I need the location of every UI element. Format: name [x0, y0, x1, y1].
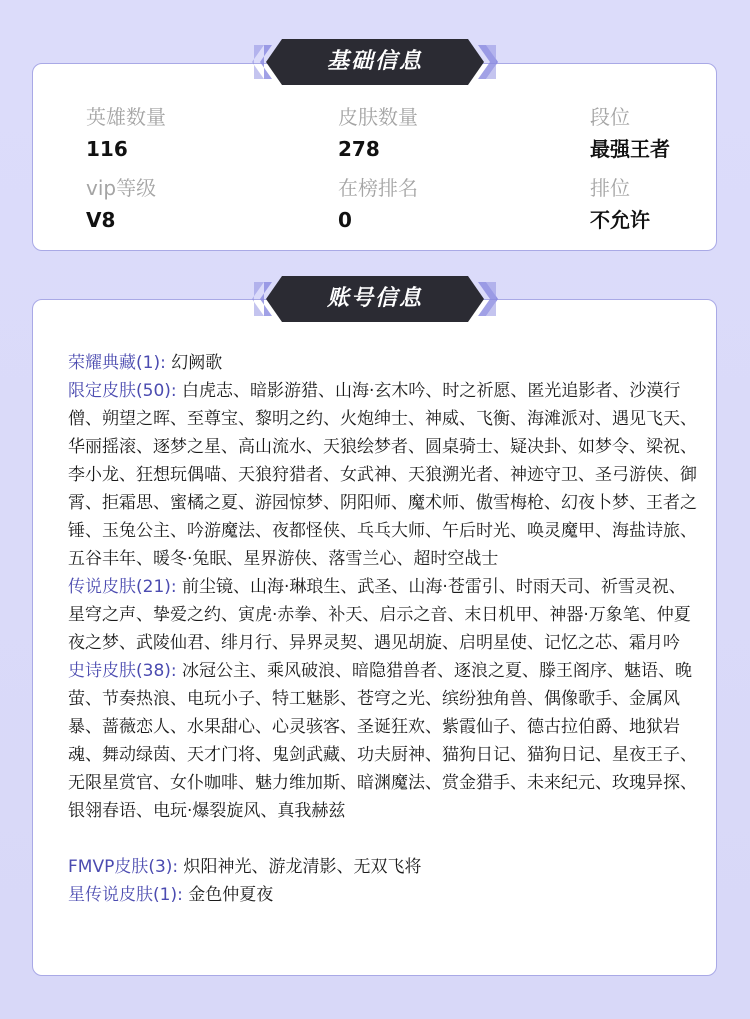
skin-category-epic — [68, 657, 698, 825]
stat-value: 116 — [86, 137, 128, 161]
category-items: 前尘镜、山海·琳琅生、武圣、山海·苍雷引、时雨天司、祈雪灵祝、星穹之声、挚爱之约、寅虎·赤拳、补天、启示之音、末日机甲、神器·万象笔、仲夏夜之梦、武陵仙君、绯月行、异界灵契、遇见胡旋、启明星使、记忆之芯、霜月吟 — [68, 577, 691, 653]
skin-category-glory — [68, 349, 698, 377]
basic-info-banner — [250, 39, 500, 85]
account-info-title: 账号信息 — [326, 286, 423, 311]
category-items: 白虎志、暗影游猎、山海·玄木吟、时之祈愿、匿光追影者、沙漠行僧、朔望之晖、至尊宝、黎明之约、火炮绅士、神威、飞衡、海滩派对、遇见飞天、华丽摇滚、逐梦之星、高山流水、天狼绘梦者、圆桌骑士、疑决卦、如梦令、梁祝、李小龙、狂想玩偶喵、天狼狩猎者、女武神、天狼溯光者、神迹守卫、圣弓游侠、御霄、拒霜思、蜜橘之夏、游园惊梦、阴阳师、魔术师、傲雪梅枪、幻夜卜梦、王者之锤、玉兔公主、吟游魔法、夜都怪侠、乓乓大师、午后时光、唤灵魔甲、海盐诗旅、五谷丰年、暖冬·兔眠、星界游侠、落雪兰心、超时空战士 — [68, 381, 697, 569]
basic-info-card — [32, 63, 717, 251]
category-items: 炽阳神光、游龙清影、无双飞将 — [183, 857, 422, 877]
stat-rank-tier — [590, 104, 750, 162]
category-label: 星传说皮肤(1): — [68, 885, 183, 905]
category-items: 冰冠公主、乘风破浪、暗隐猎兽者、逐浪之夏、滕王阁序、魅语、晚萤、节奏热浪、电玩小子、特工魅影、苍穹之光、缤纷独角兽、偶像歌手、金属风暴、蔷薇恋人、水果甜心、心灵骇客、圣诞狂欢、紫霞仙子、德古拉伯爵、地狱岩魂、舞动绿茵、天才门将、鬼剑武藏、功夫厨神、猫狗日记、猫狗日记、星夜王子、无限星赏官、女仆咖啡、魅力维加斯、暗渊魔法、赏金猎手、未来纪元、玫瑰异探、银翎春语、电玩·爆裂旋风、真我赫兹 — [68, 661, 697, 821]
basic-info-title: 基础信息 — [326, 49, 423, 74]
skin-category-fmvp — [68, 853, 698, 881]
category-items: 幻阙歌 — [171, 353, 223, 373]
stat-value: 最强王者 — [590, 137, 670, 161]
account-info-card — [32, 299, 717, 976]
stat-label: vip等级 — [86, 176, 157, 200]
stat-value: 0 — [338, 208, 352, 232]
category-label: 传说皮肤(21): — [68, 577, 177, 597]
stat-label: 英雄数量 — [86, 105, 166, 129]
category-label: 史诗皮肤(38): — [68, 661, 177, 681]
category-label: 荣耀典藏(1): — [68, 353, 166, 373]
skin-category-limited — [68, 377, 698, 573]
stat-value: V8 — [86, 208, 116, 232]
stat-label: 在榜排名 — [338, 176, 418, 200]
stat-ranked-allowed — [590, 175, 750, 233]
stat-value: 不允许 — [590, 208, 650, 232]
category-label: 限定皮肤(50): — [68, 381, 177, 401]
category-label: FMVP皮肤(3): — [68, 857, 179, 877]
stat-skin-count — [338, 104, 538, 162]
stat-label: 皮肤数量 — [338, 105, 418, 129]
stat-label: 排位 — [590, 176, 630, 200]
stat-label: 段位 — [590, 105, 630, 129]
category-items: 金色仲夏夜 — [188, 885, 274, 905]
stat-value: 278 — [338, 137, 380, 161]
skin-list — [68, 349, 698, 909]
stat-leaderboard-rank — [338, 175, 538, 233]
account-info-banner — [250, 276, 500, 322]
skin-category-star-legend — [68, 881, 698, 909]
skin-category-legend — [68, 573, 698, 657]
stat-hero-count — [86, 104, 286, 162]
stat-vip-level — [86, 175, 286, 233]
